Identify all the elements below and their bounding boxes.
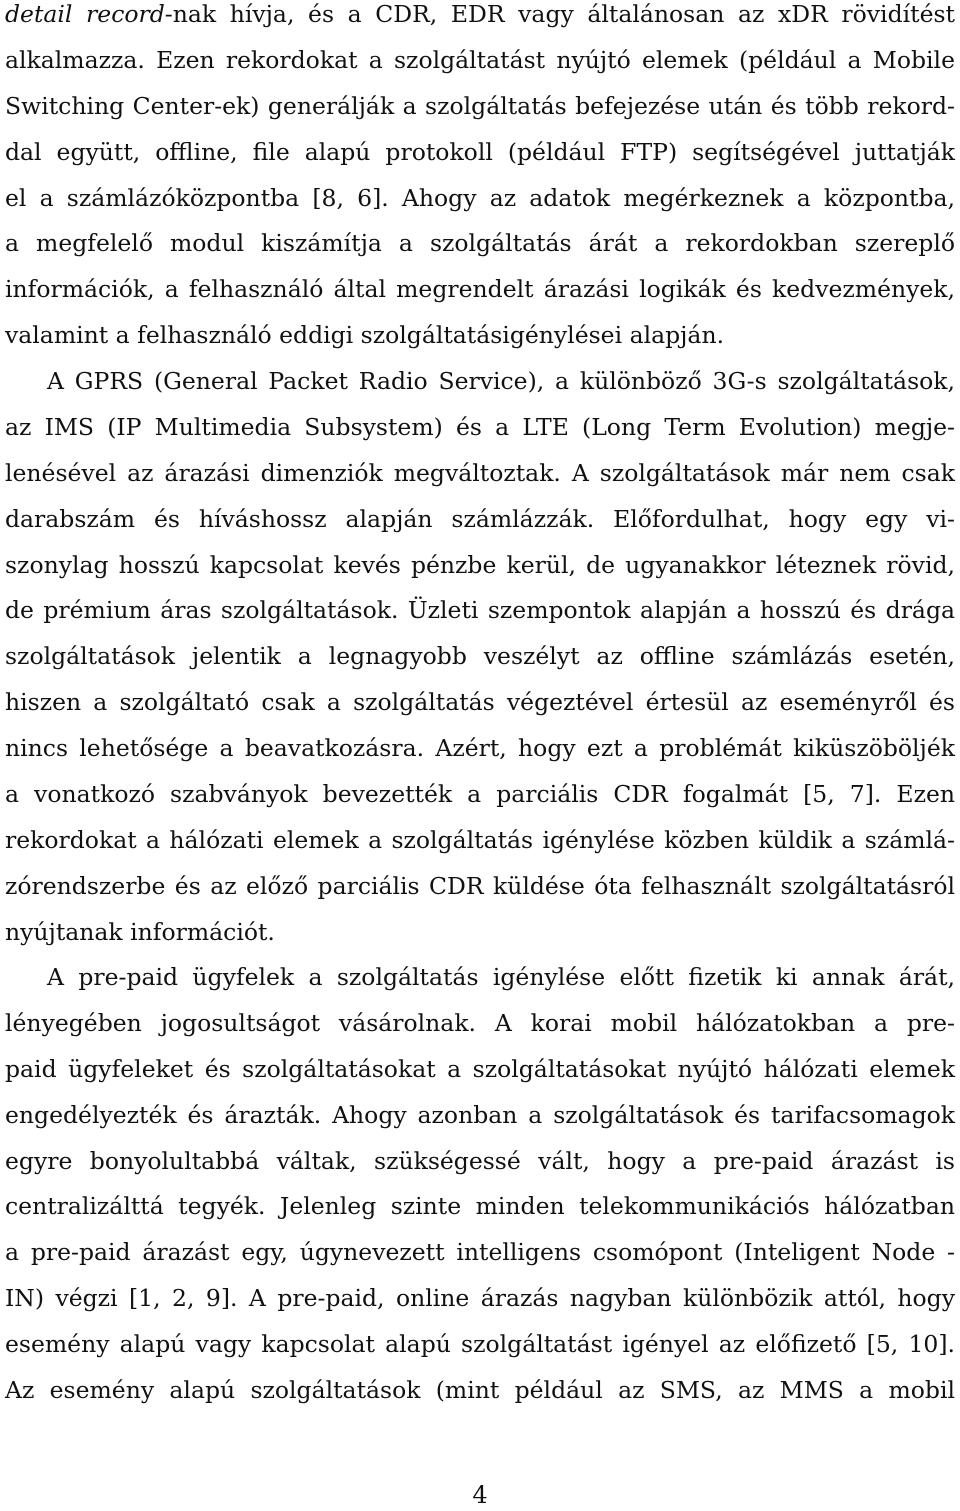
text-segment: információk, a felhasználó által megrendelt árazási logikák és kedvezmények, bbox=[5, 275, 955, 304]
text-line bbox=[5, 405, 955, 451]
text-segment: paid ügyfeleket és szolgáltatásokat a szolgáltatásokat nyújtó hálózati elemek bbox=[5, 1054, 955, 1083]
text-segment: szolgáltatások jelentik a legnagyobb veszélyt az offline számlázás esetén, bbox=[5, 642, 955, 671]
text-line bbox=[5, 313, 955, 359]
text-segment: az IMS (IP Multimedia Subsystem) és a LTE (Long Term Evolution) megje- bbox=[5, 412, 955, 441]
text-line bbox=[5, 1230, 955, 1276]
text-segment: de prémium áras szolgáltatások. Üzleti szempontok alapján a hosszú és drága bbox=[5, 596, 955, 625]
text-line bbox=[5, 1368, 955, 1414]
italic-term: detail record bbox=[5, 0, 165, 28]
text-segment: rekordokat a hálózati elemek a szolgáltatás igénylése közben küldik a számlá- bbox=[5, 825, 955, 854]
text-segment: lényegében jogosultságot vásárolnak. A korai mobil hálózatokban a pre- bbox=[5, 1008, 955, 1037]
text-segment: el a számlázóközpontba [8, 6]. Ahogy az adatok megérkeznek a központba, bbox=[5, 183, 955, 212]
text-line bbox=[5, 680, 955, 726]
text-segment: Az esemény alapú szolgáltatások (mint például az SMS, az MMS a mobil bbox=[5, 1376, 955, 1405]
paragraph-xdr-records bbox=[5, 0, 955, 359]
text-line bbox=[5, 818, 955, 864]
text-segment: darabszám és híváshossz alapján számlázzák. Előfordulhat, hogy egy vi- bbox=[5, 504, 955, 533]
text-segment: A GPRS (General Packet Radio Service), a különböző 3G-s szolgáltatások, bbox=[47, 367, 955, 395]
text-line bbox=[5, 1139, 955, 1185]
text-line bbox=[5, 451, 955, 497]
text-line bbox=[5, 221, 955, 267]
text-line bbox=[5, 1276, 955, 1322]
text-line bbox=[5, 910, 955, 956]
text-line bbox=[5, 130, 955, 176]
text-segment: lenésével az árazási dimenziók megváltoztak. A szolgáltatások már nem csak bbox=[5, 458, 955, 487]
text-segment: nyújtanak információt. bbox=[5, 917, 275, 946]
text-segment: a vonatkozó szabványok bevezették a parciális CDR fogalmát [5, 7]. Ezen bbox=[5, 780, 955, 809]
text-segment: a megfelelő modul kiszámítja a szolgáltatás árát a rekordokban szereplő bbox=[5, 229, 955, 258]
text-line bbox=[5, 634, 955, 680]
text-segment: esemény alapú vagy kapcsolat alapú szolgáltatást igényel az előfizető [5, 10]. bbox=[5, 1330, 955, 1359]
paragraph-prepaid-customers bbox=[5, 955, 955, 1414]
text-segment: zórendszerbe és az előző parciális CDR küldése óta felhasznált szolgáltatásról bbox=[5, 871, 955, 900]
text-segment: nincs lehetősége a beavatkozásra. Azért, hogy ezt a problémát kiküszöböljék bbox=[5, 734, 955, 763]
text-line bbox=[5, 1184, 955, 1230]
text-segment: valamint a felhasználó eddigi szolgáltatásigénylései alapján. bbox=[5, 321, 725, 350]
paragraph-pricing-dimensions bbox=[5, 359, 955, 956]
text-line bbox=[5, 1001, 955, 1047]
page-number: 4 bbox=[472, 1481, 488, 1509]
text-segment: engedélyezték és árazták. Ahogy azonban a szolgáltatások és tarifacsomagok bbox=[5, 1100, 955, 1129]
text-line bbox=[5, 176, 955, 222]
text-line bbox=[5, 772, 955, 818]
text-segment: egyre bonyolultabbá váltak, szükségessé vált, hogy a pre-paid árazást is bbox=[5, 1146, 955, 1175]
text-segment: IN) végzi [1, 2, 9]. A pre-paid, online árazás nagyban különbözik attól, hogy bbox=[5, 1284, 955, 1313]
text-line bbox=[5, 84, 955, 130]
text-line bbox=[5, 726, 955, 772]
text-line bbox=[5, 497, 955, 543]
text-line bbox=[5, 543, 955, 589]
text-segment: a pre-paid árazást egy, úgynevezett intelligens csomópont (Inteligent Node - bbox=[5, 1238, 955, 1267]
text-line bbox=[5, 359, 955, 405]
text-segment: -nak hívja, és a CDR, EDR vagy általánosan az xDR rövidítést bbox=[164, 0, 955, 28]
text-line bbox=[5, 955, 955, 1001]
text-segment: Switching Center-ek) generálják a szolgáltatás befejezése után és több rekord- bbox=[5, 91, 955, 120]
text-line bbox=[5, 38, 955, 84]
text-line bbox=[5, 267, 955, 313]
text-segment: hiszen a szolgáltató csak a szolgáltatás végeztével értesül az eseményről és bbox=[5, 688, 955, 717]
text-segment: szonylag hosszú kapcsolat kevés pénzbe kerül, de ugyanakkor léteznek rövid, bbox=[5, 550, 955, 579]
text-segment: alkalmazza. Ezen rekordokat a szolgáltatást nyújtó elemek (például a Mobile bbox=[5, 45, 955, 74]
text-segment: centralizálttá tegyék. Jelenleg szinte minden telekommunikációs hálózatban bbox=[5, 1192, 955, 1221]
text-line bbox=[5, 1322, 955, 1368]
text-line bbox=[5, 1047, 955, 1093]
text-line bbox=[5, 864, 955, 910]
text-line bbox=[5, 0, 955, 38]
text-segment: A pre-paid ügyfelek a szolgáltatás igénylése előtt fizetik ki annak árát, bbox=[47, 963, 955, 991]
text-line bbox=[5, 588, 955, 634]
text-segment: dal együtt, offline, file alapú protokoll (például FTP) segítségével juttatják bbox=[5, 137, 955, 166]
text-line bbox=[5, 1093, 955, 1139]
